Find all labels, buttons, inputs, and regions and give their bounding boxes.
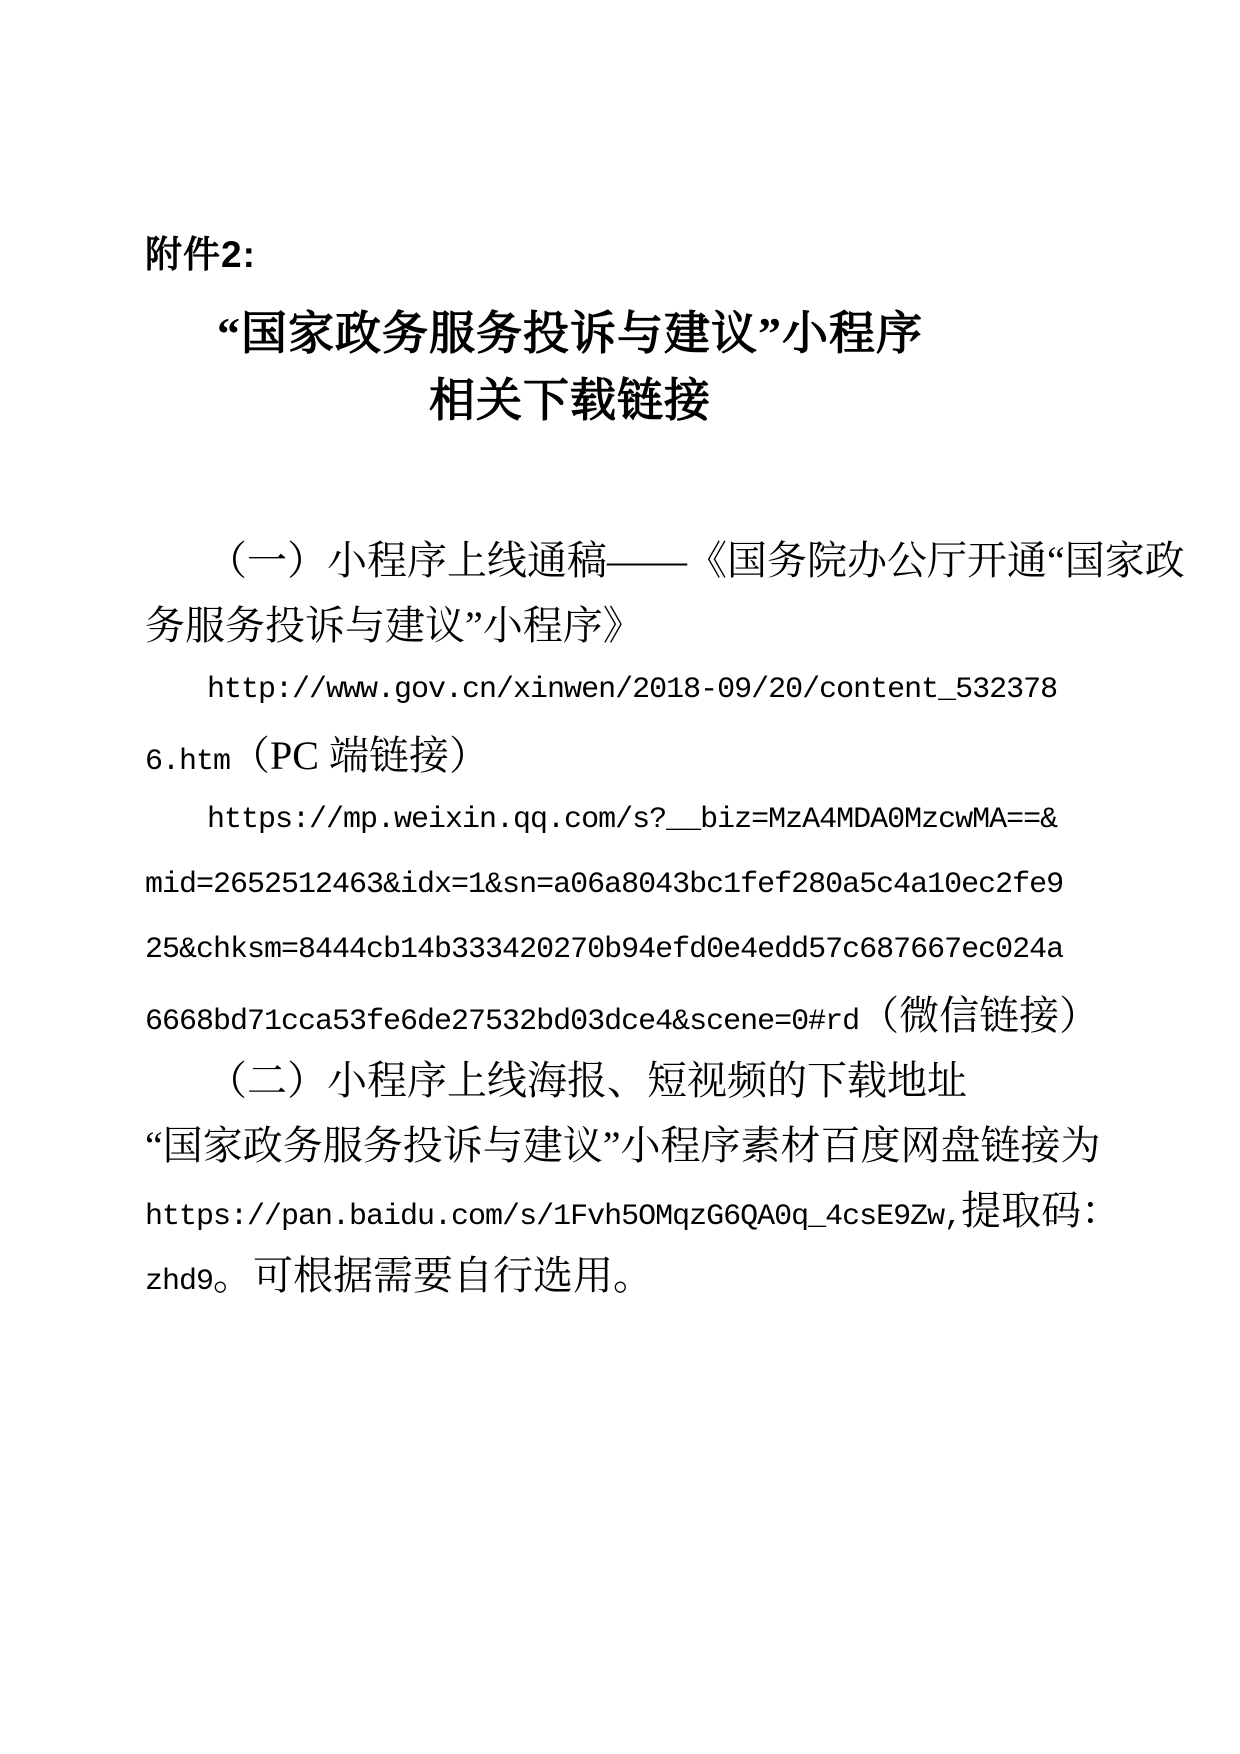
body-text: 。可根据需要自行选用。 [213, 1253, 654, 1298]
body-line [145, 593, 1135, 658]
body-text: “国家政务服务投诉与建议”小程序素材百度网盘链接为 [145, 1123, 1101, 1168]
body-line [145, 788, 1135, 853]
attachment-label: 附件2: [145, 234, 256, 275]
document-title [95, 300, 1045, 434]
body-line [145, 918, 1135, 983]
url-text: mid=2652512463&idx=1&sn=a06a8043bc1fef280a5c4a10ec2fe9 [145, 868, 1064, 902]
body-line [145, 1178, 1135, 1243]
body-text: 务服务投诉与建议”小程序》 [145, 603, 643, 648]
body-text: （微信链接） [859, 993, 1100, 1038]
body-line [145, 658, 1135, 723]
body-line [145, 528, 1185, 593]
url-text: 6.htm [145, 745, 231, 779]
url-text: zhd9 [145, 1265, 214, 1299]
url-text: 25&chksm=8444cb14b333420270b94efd0e4edd57c687667ec024a [145, 933, 1064, 967]
document-title-line-2: 相关下载链接 [429, 375, 711, 426]
body-line [145, 983, 1135, 1048]
body-text: （一）小程序上线通稿——《国务院办公厅开通“国家政 [207, 538, 1185, 583]
body-line [145, 1048, 1135, 1113]
body-text: （二）小程序上线海报、短视频的下载地址 [207, 1058, 967, 1103]
url-text: https://pan.baidu.com/s/1Fvh5OMqzG6QA0q_4csE9Zw, [145, 1200, 962, 1234]
document-body [145, 528, 1185, 1308]
body-line [145, 1243, 1135, 1308]
url-text: 6668bd71cca53fe6de27532bd03dce4&scene=0#rd [145, 1005, 860, 1039]
document-title-line-1: “国家政务服务投诉与建议”小程序 [217, 308, 923, 359]
url-text: https://mp.weixin.qq.com/s?__biz=MzA4MDA0MzcwMA==& [207, 803, 1058, 837]
body-text: 提取码： [961, 1188, 1122, 1233]
body-line [145, 1113, 1135, 1178]
body-line [145, 853, 1135, 918]
url-text: http://www.gov.cn/xinwen/2018-09/20/content_532378 [207, 673, 1058, 707]
body-text: （PC 端链接） [230, 733, 489, 778]
body-line [145, 723, 1135, 788]
